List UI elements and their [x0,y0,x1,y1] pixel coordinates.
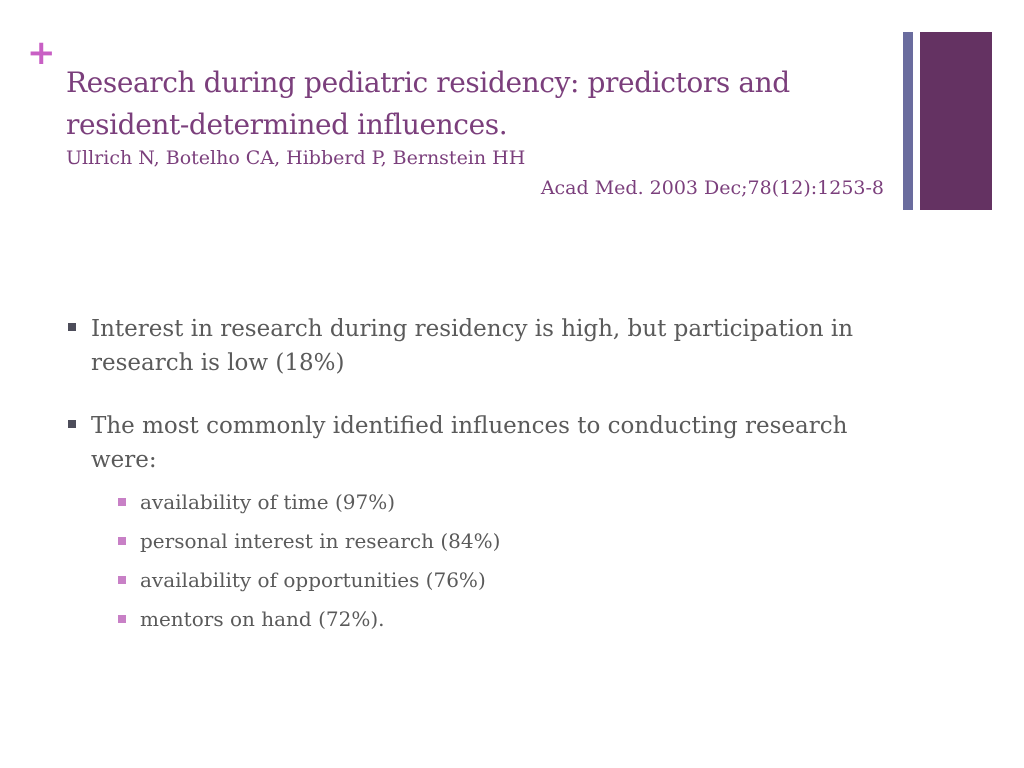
bullet-text: The most commonly identified influences to conducting research were: [91,413,848,473]
sub-bullet-text: personal interest in research (84%) [140,529,501,553]
sub-bullet-text: availability of time (97%) [140,490,395,514]
sub-bullet-text: mentors on hand (72%). [140,607,385,631]
plus-icon: + [27,33,56,73]
bullet-square-icon [68,323,76,331]
bullet-item [68,312,868,380]
sub-bullet-item [91,561,868,600]
sub-bullet-item [91,600,868,639]
sub-bullet-item [91,483,868,522]
content-body [68,312,868,639]
bullet-square-icon [68,420,76,428]
decorative-bar-thin [903,32,913,210]
sub-bullet-list [91,483,868,639]
citation: Acad Med. 2003 Dec;78(12):1253-8 [540,177,884,199]
authors: Ullrich N, Botelho CA, Hibberd P, Bernstein HH [66,147,526,169]
bullet-text: Interest in research during residency is high, but participation in research is low (18%) [91,316,854,376]
decorative-bar-thick [920,32,992,210]
sub-bullet-item [91,522,868,561]
sub-bullet-square-icon [118,537,126,545]
sub-bullet-square-icon [118,498,126,506]
slide-title: Research during pediatric residency: predictors and resident-determined influences. [66,66,790,141]
bullet-item [68,409,868,639]
sub-bullet-square-icon [118,615,126,623]
title-block [66,62,888,203]
sub-bullet-text: availability of opportunities (76%) [140,568,486,592]
sub-bullet-square-icon [118,576,126,584]
